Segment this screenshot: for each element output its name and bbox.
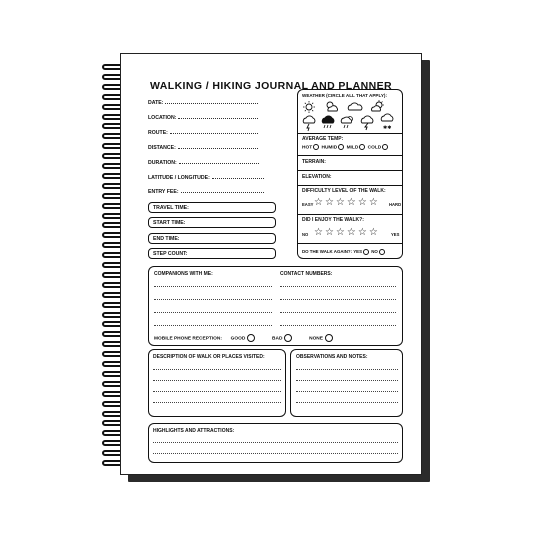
walk-again-label: DO THE WALK AGAIN?: <box>302 249 353 255</box>
field-lat-long-label: LATITUDE / LONGITUDE: <box>148 175 210 181</box>
journal-page <box>120 53 422 475</box>
weather-icons[interactable] <box>301 100 401 132</box>
difficulty-high: HARD <box>389 202 402 207</box>
enjoy-label: DID I ENJOY THE WALK?: <box>302 217 364 223</box>
weather-panel <box>297 89 403 259</box>
companions-box[interactable] <box>148 266 403 346</box>
observations-box[interactable] <box>290 349 403 417</box>
end-time-box[interactable]: END TIME: <box>148 233 276 244</box>
reception-bad-circle[interactable] <box>284 334 292 342</box>
reception-bad: BAD <box>272 336 283 342</box>
description-label: DESCRIPTION OF WALK OR PLACES VISITED: <box>153 354 265 360</box>
page-title: WALKING / HIKING JOURNAL AND PLANNER <box>150 80 392 92</box>
walk-again[interactable] <box>302 249 386 255</box>
difficulty-label: DIFFICULTY LEVEL OF THE WALK: <box>302 188 386 194</box>
sun-cloud-icon <box>372 100 385 111</box>
temp-cold: COLD <box>367 145 382 151</box>
cloud-rain-sun-icon <box>341 117 352 129</box>
walk-again-yes: YES <box>353 249 363 255</box>
field-date[interactable] <box>148 99 258 106</box>
field-distance-label: DISTANCE: <box>148 145 176 151</box>
start-time-box[interactable]: START TIME: <box>148 217 276 228</box>
snow-cloud-icon <box>381 114 393 131</box>
cloud-icon <box>348 103 362 110</box>
temp-cold-circle[interactable] <box>382 144 388 150</box>
cloud-rain-icon <box>322 116 334 128</box>
enjoy-stars[interactable]: ☆☆☆☆☆☆ <box>314 227 380 238</box>
temp-hot-circle[interactable] <box>313 144 319 150</box>
field-duration-label: DURATION: <box>148 160 177 166</box>
phone-reception[interactable] <box>154 334 335 342</box>
weather-label: WEATHER (CIRCLE ALL THAT APPLY): <box>302 93 387 98</box>
partly-cloudy-icon <box>327 102 338 111</box>
reception-good: GOOD <box>230 336 246 342</box>
highlights-box[interactable] <box>148 423 403 463</box>
field-distance[interactable] <box>148 144 258 151</box>
terrain-label[interactable]: TERRAIN: <box>302 159 326 165</box>
temp-options[interactable] <box>302 144 389 150</box>
companions-label: COMPANIONS WITH ME: <box>154 271 213 277</box>
walk-again-no: NO <box>371 249 378 255</box>
contacts-label: CONTACT NUMBERS: <box>280 271 333 277</box>
field-date-label: DATE: <box>148 100 164 106</box>
travel-time-box[interactable]: TRAVEL TIME: <box>148 202 276 213</box>
reception-none-circle[interactable] <box>325 334 333 342</box>
temp-mild: MILD <box>346 145 359 151</box>
field-duration[interactable] <box>148 159 259 166</box>
field-route[interactable] <box>148 129 258 136</box>
temp-hot: HOT <box>302 145 313 151</box>
field-location-label: LOCATION: <box>148 115 177 121</box>
field-entry-fee[interactable] <box>148 188 264 195</box>
walk-again-no-circle[interactable] <box>379 249 385 255</box>
step-count-box[interactable]: STEP COUNT: <box>148 248 276 259</box>
temp-humid-circle[interactable] <box>338 144 344 150</box>
elevation-label[interactable]: ELEVATION: <box>302 174 332 180</box>
reception-none: NONE <box>309 336 323 342</box>
field-location[interactable] <box>148 114 258 121</box>
storm-icon <box>303 116 315 131</box>
walk-again-yes-circle[interactable] <box>363 249 369 255</box>
temp-humid: HUMID <box>321 145 338 151</box>
observations-label: OBSERVATIONS AND NOTES: <box>296 354 368 360</box>
thunder-icon <box>361 116 373 130</box>
description-box[interactable] <box>148 349 286 417</box>
field-lat-long[interactable] <box>148 174 264 181</box>
field-entry-fee-label: ENTRY FEE: <box>148 189 179 195</box>
temp-mild-circle[interactable] <box>359 144 365 150</box>
field-route-label: ROUTE: <box>148 130 168 136</box>
enjoy-low: NO <box>302 232 309 237</box>
difficulty-stars[interactable]: ☆☆☆☆☆☆ <box>314 197 380 208</box>
reception-good-circle[interactable] <box>247 334 255 342</box>
avg-temp-label: AVERAGE TEMP: <box>302 136 344 142</box>
svg-text:✱✱: ✱✱ <box>383 125 392 131</box>
highlights-label: HIGHLIGHTS AND ATTRACTIONS: <box>153 428 235 434</box>
phone-reception-label: MOBILE PHONE RECEPTION: <box>154 336 222 342</box>
enjoy-high: YES <box>391 232 400 237</box>
difficulty-low: EASY <box>302 202 314 207</box>
sun-icon <box>303 101 315 113</box>
